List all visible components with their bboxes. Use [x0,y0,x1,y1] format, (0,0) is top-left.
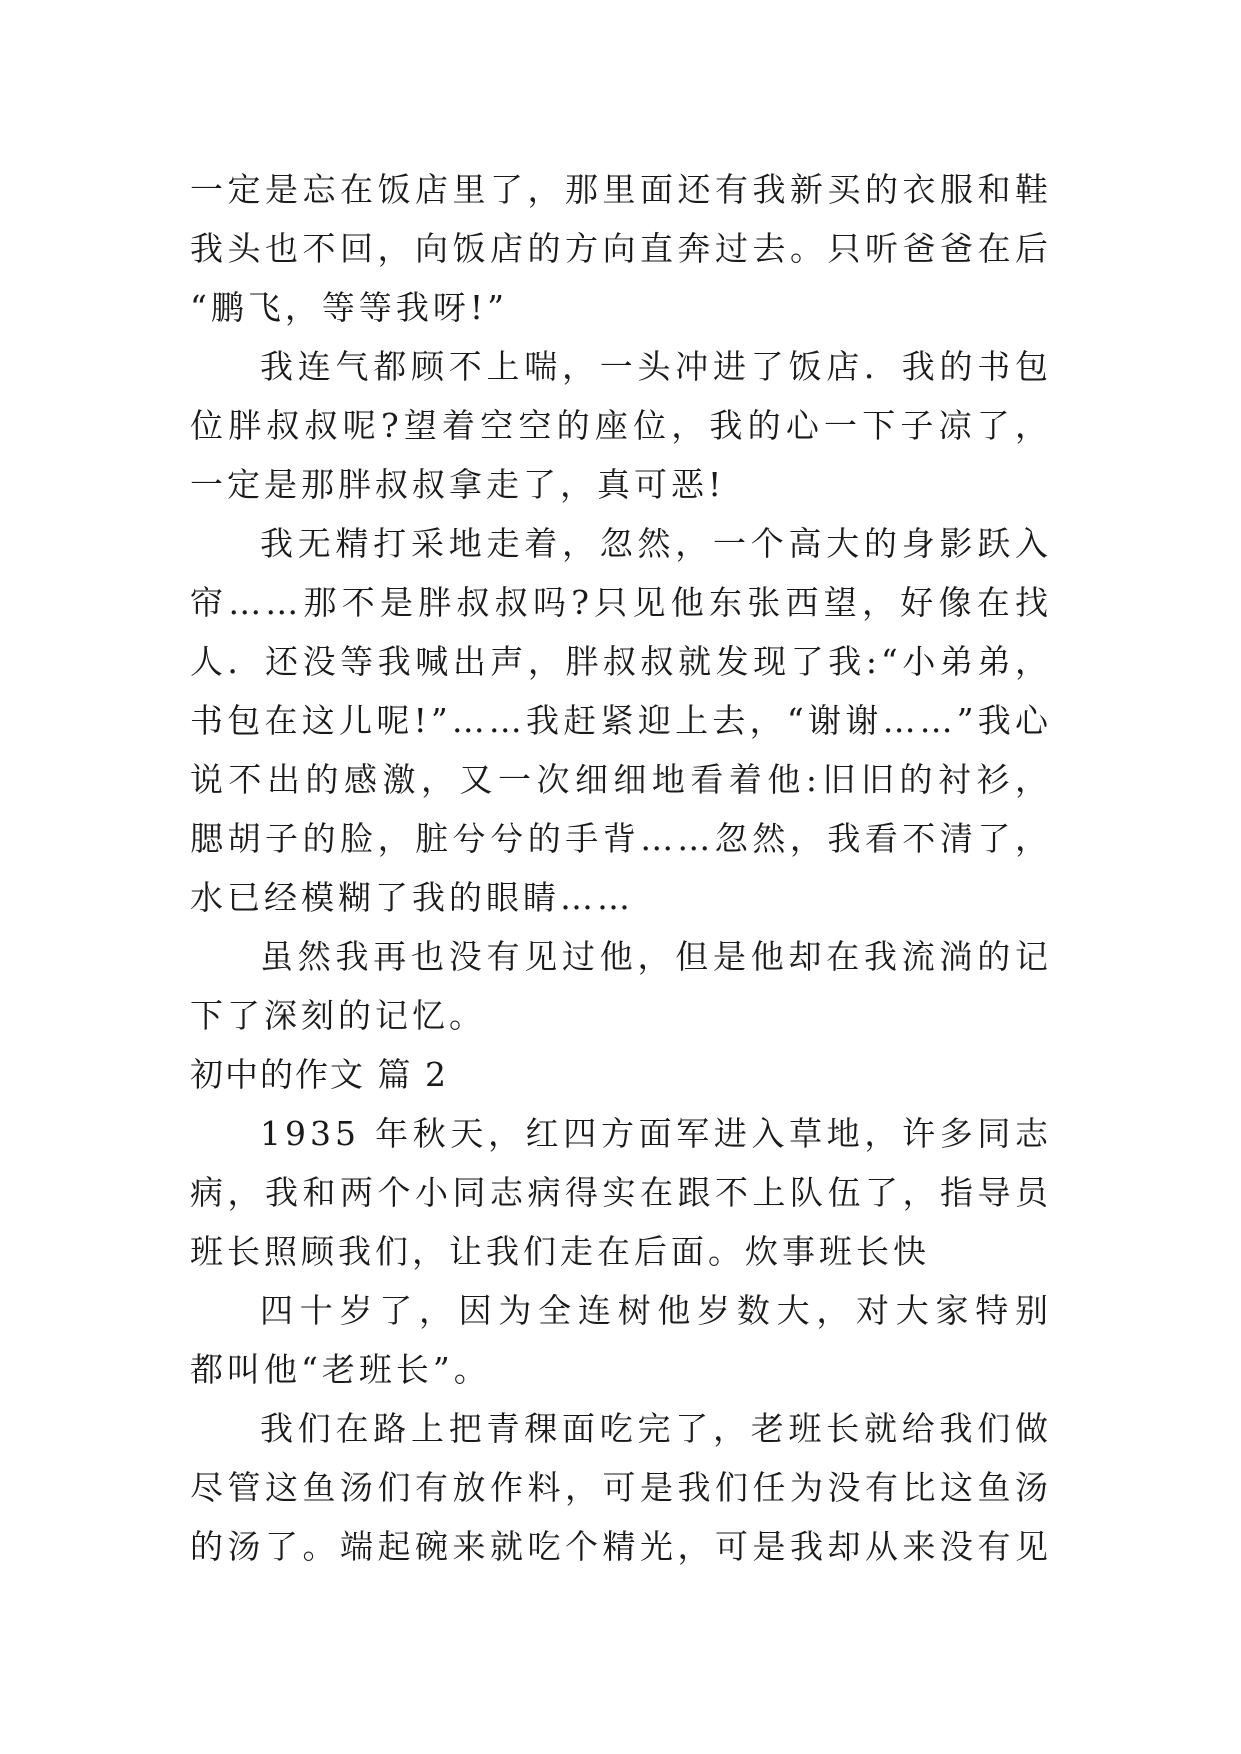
text-line: 的汤了。端起碗来就吃个精光，可是我却从来没有见 [190,1527,1052,1566]
paragraph [190,927,1052,1045]
paragraph [190,1281,1052,1399]
section-heading: 初中的作文 篇 2 [190,1055,448,1094]
text-line: 下了深刻的记忆。 [190,996,486,1035]
text-line: “鹏飞，等等我呀!” [190,288,509,327]
text-line: 班长照顾我们，让我们走在后面。炊事班长快 [190,1232,930,1271]
text-line: 一定是忘在饭店里了，那里面还有我新买的衣服和鞋 [190,170,1052,209]
text-line: 我无精打采地走着，忽然，一个高大的身影跃入 [260,524,1052,563]
text-line: 四十岁了，因为全连树他岁数大，对大家特别 [260,1291,1052,1330]
text-line: 尽管这鱼汤们有放作料，可是我们任为没有比这鱼汤 [190,1468,1052,1507]
text-line: 说不出的感激，又一次细细地看着他:旧旧的衬衫， [190,760,1052,799]
paragraph [190,1399,1052,1576]
text-line: 我头也不回，向饭店的方向直奔过去。只听爸爸在后 [190,229,1052,268]
text-line: 书包在这儿呢!”……我赶紧迎上去，“谢谢……”我心 [190,701,1052,740]
text-line: 我连气都顾不上喘，一头冲进了饭店．我的书包 [260,347,1052,386]
text-line: 病，我和两个小同志病得实在跟不上队伍了，指导员 [190,1173,1052,1212]
text-line: 1935 年秋天，红四方面军进入草地，许多同志 [260,1114,1052,1153]
text-line: 都叫他“老班长”。 [190,1350,491,1389]
text-line: 腮胡子的脸，脏兮兮的手背……忽然，我看不清了， [190,819,1052,858]
text-line: 帘……那不是胖叔叔吗?只见他东张西望，好像在找 [190,583,1052,622]
essay-body [190,160,1052,1576]
paragraph [190,337,1052,514]
text-line: 一定是那胖叔叔拿走了，真可恶! [190,465,726,504]
text-line: 虽然我再也没有见过他，但是他却在我流淌的记 [260,937,1052,976]
text-line: 我们在路上把青稞面吃完了，老班长就给我们做 [260,1409,1052,1448]
paragraph-continued [190,160,1052,337]
text-line: 水已经模糊了我的眼睛…… [190,878,634,917]
text-line: 位胖叔叔呢?望着空空的座位，我的心一下子凉了， [190,406,1052,445]
text-line: 人．还没等我喊出声，胖叔叔就发现了我:“小弟弟， [190,642,1052,681]
paragraph [190,1104,1052,1281]
paragraph [190,514,1052,927]
